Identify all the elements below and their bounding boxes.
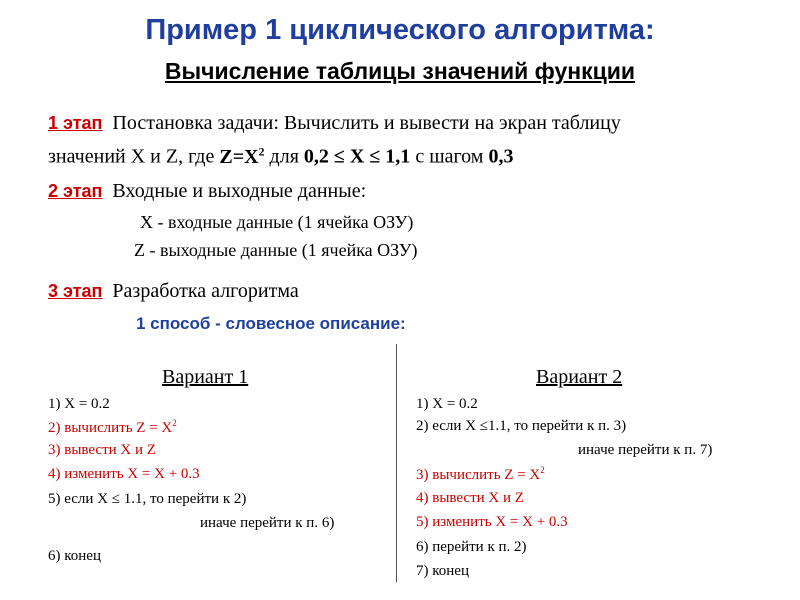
variant1-step5-else: иначе перейти к п. 6) (200, 515, 335, 531)
variant2-step2-else: иначе перейти к п. 7) (578, 442, 713, 458)
page-subtitle: Вычисление таблицы значений функции (164, 58, 636, 84)
stage1-range-prefix: для (264, 145, 304, 168)
stage2-label: 2 этап (48, 181, 103, 201)
variant1-step6: 6) конец (48, 548, 101, 564)
column-divider (396, 344, 397, 582)
stage3-text: Разработка алгоритма (112, 280, 299, 302)
variant2-step1: 1) X = 0.2 (416, 396, 478, 412)
variant1-step4: 4) изменить X = X + 0.3 (48, 466, 200, 482)
stage1-step-prefix: с шагом (410, 145, 489, 168)
variant1-heading: Вариант 1 (162, 366, 249, 388)
stage1-step: 0,3 (488, 145, 514, 168)
stage2-text: Входные и выходные данные: (112, 180, 367, 202)
stage3-label: 3 этап (48, 281, 103, 301)
stage1-values-text: значений X и Z, где (48, 145, 220, 168)
variant2-step4: 4) вывести X и Z (416, 490, 524, 506)
stage1-line2 (48, 144, 513, 169)
stage2-input: X - входные данные (1 ячейка ОЗУ) (140, 212, 414, 232)
variant2-step2: 2) если X ≤1.1, то перейти к п. 3) (416, 418, 627, 434)
stage1-line1 (48, 112, 621, 135)
stage3-method: 1 способ - словесное описание: (136, 314, 406, 333)
variant1-step1: 1) X = 0.2 (48, 396, 110, 412)
variant2-step3: 3) вычислить $Z = X^2$ (416, 465, 545, 483)
stage1-text: Постановка задачи: Вычислить и вывести на экран таблицу (112, 112, 621, 134)
stage1-range: 0,2 ≤ X ≤ 1,1 (303, 145, 411, 168)
variant1-step3: 3) вывести X и Z (48, 442, 156, 458)
page-title: Пример 1 циклического алгоритма: (145, 14, 655, 46)
variant2-step5: 5) изменить X = X + 0.3 (416, 514, 568, 530)
stage2-line (48, 180, 366, 203)
stage2-output: Z - выходные данные (1 ячейка ОЗУ) (134, 240, 418, 260)
stage1-formula: $Z=X^2$ (219, 144, 265, 168)
variant1-step5: 5) если X ≤ 1.1, то перейти к 2) (48, 491, 247, 507)
variant2-step6: 6) перейти к п. 2) (416, 539, 527, 555)
variant2-step7: 7) конец (416, 563, 469, 579)
stage1-label: 1 этап (48, 113, 103, 133)
variant1-step2: 2) вычислить $Z = X^2$ (48, 418, 177, 436)
stage3-line (48, 280, 299, 303)
variant2-heading: Вариант 2 (536, 366, 623, 388)
